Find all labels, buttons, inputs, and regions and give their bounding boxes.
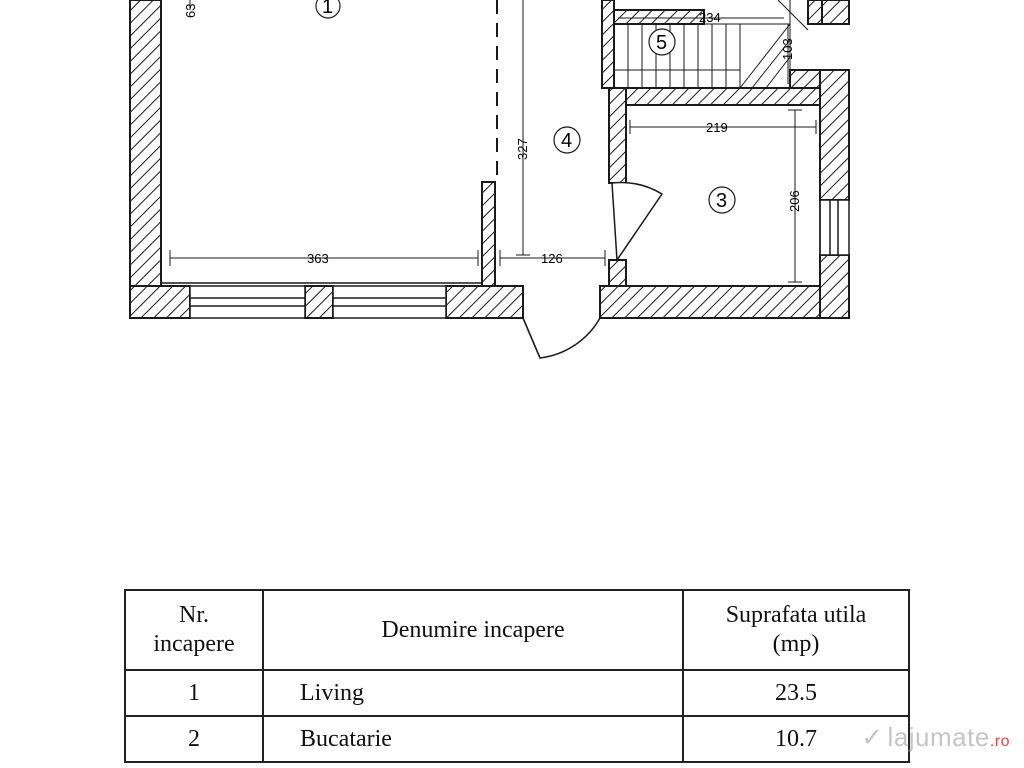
wall-room5-right xyxy=(808,0,822,24)
wall-top-right xyxy=(822,0,849,24)
room-5-label: 5 xyxy=(656,32,668,54)
dim-room5-height: 103 xyxy=(780,38,795,60)
wall-bottom-living-left xyxy=(130,286,190,318)
header-usable-area: Suprafata utila (mp) xyxy=(683,590,909,670)
row-room-area: 23.5 xyxy=(683,670,909,716)
room-3-label: 3 xyxy=(716,190,728,212)
wall-room3-left-bottom xyxy=(609,260,626,288)
table-header-row xyxy=(125,590,909,670)
wall-right-lower xyxy=(820,255,849,318)
dim-living-height-partial: 63 xyxy=(183,3,198,18)
window-living-2 xyxy=(333,286,446,318)
dim-room3-width: 219 xyxy=(706,120,728,135)
dim-room3-height: 206 xyxy=(787,190,802,212)
row-room-number: 1 xyxy=(125,670,263,716)
wall-room5-left xyxy=(602,0,614,88)
watermark-suffix: .ro xyxy=(989,733,1010,750)
checkmark-icon: ✓ xyxy=(861,722,884,752)
wall-room5-top xyxy=(614,10,704,24)
window-living-1 xyxy=(190,286,305,318)
dim-living-width: 363 xyxy=(307,251,329,266)
watermark-logo xyxy=(861,722,1010,753)
wall-right-upper xyxy=(820,70,849,200)
table-row xyxy=(125,716,909,762)
window-room3-right xyxy=(820,200,849,255)
header-room-number: Nr. incapere xyxy=(125,590,263,670)
wall-room3-bottom xyxy=(600,286,849,318)
dim-hall-height: 327 xyxy=(515,138,530,160)
room-4-label: 4 xyxy=(561,130,573,152)
wall-room3-top xyxy=(609,88,849,105)
table-row xyxy=(125,670,909,716)
row-room-name: Bucatarie xyxy=(263,716,683,762)
room-area-table xyxy=(124,589,910,763)
room-1-label: 1 xyxy=(322,0,334,18)
wall-bottom-pier xyxy=(305,286,333,318)
dim-room5-width: 234 xyxy=(699,10,721,25)
wall-bottom-living-right xyxy=(446,286,523,318)
header-room-name: Denumire incapere xyxy=(263,590,683,670)
room3-door xyxy=(612,183,662,260)
wall-left xyxy=(130,0,161,318)
row-room-number: 2 xyxy=(125,716,263,762)
row-room-name: Living xyxy=(263,670,683,716)
entrance-door xyxy=(523,318,600,358)
wall-stair-block xyxy=(790,70,820,88)
row-room-area: 10.7 xyxy=(683,716,909,762)
wall-room3-left xyxy=(609,88,626,183)
wall-partition-stub xyxy=(482,182,495,286)
dim-hall-width: 126 xyxy=(541,251,563,266)
watermark-text: lajumate xyxy=(887,722,990,752)
